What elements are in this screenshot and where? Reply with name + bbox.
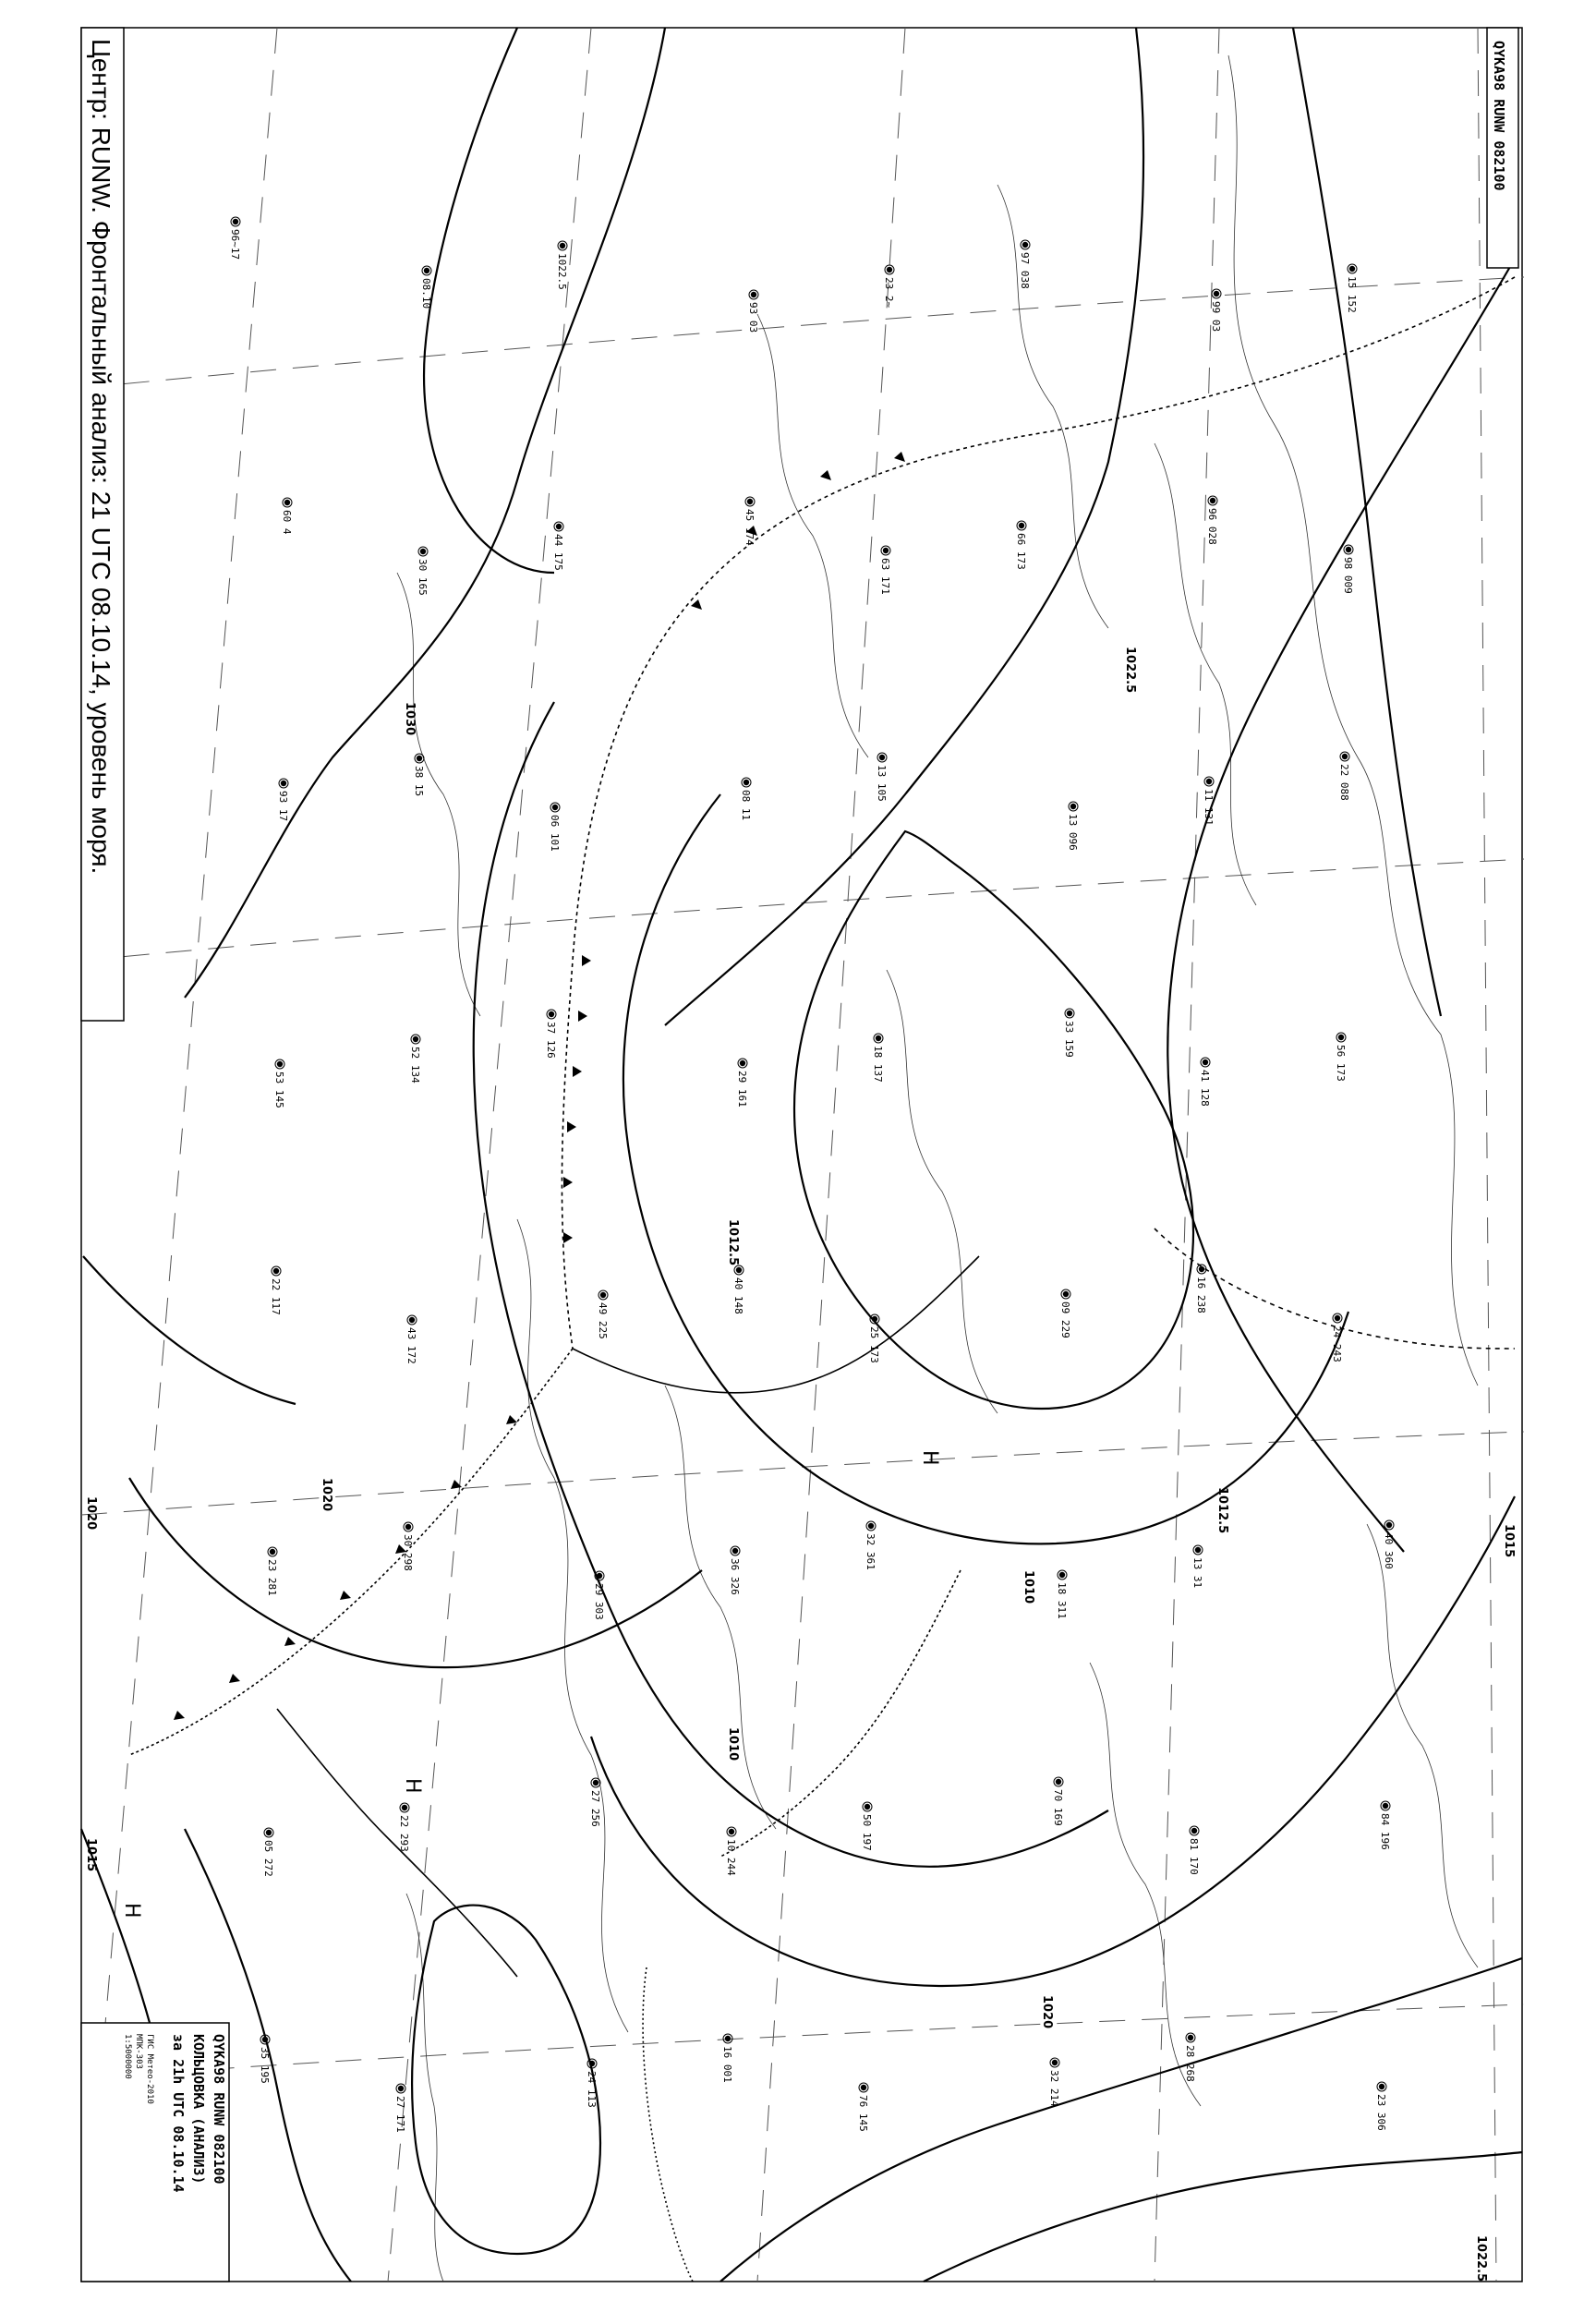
station-label: 32 214	[1048, 2070, 1060, 2107]
station-dot	[270, 1549, 275, 1555]
info-line-6: 1:5000000	[123, 2034, 132, 2079]
isobar-label: 1020	[320, 1478, 333, 1512]
station-dot	[1056, 1779, 1061, 1785]
station-dot	[424, 268, 429, 273]
station-dot	[1349, 266, 1355, 272]
station-label: 22 293	[398, 1815, 410, 1852]
station-label: 40 148	[732, 1277, 744, 1314]
station-dot	[413, 1036, 418, 1042]
station-dot	[747, 499, 753, 504]
station-label: 23 281	[266, 1559, 278, 1596]
station-dot	[409, 1317, 415, 1323]
isobar-label: 1010	[1022, 1570, 1035, 1604]
station-label: 98 009	[1342, 557, 1354, 594]
station-label: 18 311	[1056, 1582, 1068, 1619]
info-line-2: КОЛЬЦОВКА (АНАЛИЗ)	[190, 2034, 207, 2185]
station-label: 18 137	[872, 1046, 884, 1083]
station-label: 99 03	[1210, 301, 1222, 333]
station-label: 43 172	[405, 1327, 417, 1364]
station-label: 16 001	[721, 2046, 733, 2083]
isobar-label: 1030	[403, 702, 417, 736]
station-label: 50 197	[861, 1814, 873, 1851]
station-label: 29 161	[736, 1071, 748, 1108]
station-label: 25 173	[868, 1326, 880, 1363]
station-dot	[593, 1780, 598, 1786]
station-label: 27 171	[394, 2096, 406, 2133]
station-dot	[589, 2061, 595, 2066]
station-label: 24 113	[586, 2071, 598, 2108]
station-dot	[266, 1830, 272, 1835]
station-label: 08 11	[740, 790, 752, 821]
station-dot	[1210, 498, 1215, 503]
station-dot	[1206, 779, 1212, 784]
station-dot	[1019, 523, 1024, 528]
station-dot	[1063, 1291, 1069, 1297]
station-dot	[883, 548, 889, 553]
station-label: 1022.5	[556, 253, 568, 290]
station-label: 08.10	[420, 278, 432, 309]
station-label: 81 170	[1188, 1838, 1200, 1875]
station-label: 96 028	[1206, 508, 1218, 545]
station-dot	[281, 781, 286, 786]
station-dot	[597, 1573, 602, 1579]
station-dot	[1342, 754, 1348, 759]
station-label: 09 229	[1059, 1301, 1071, 1338]
station-dot	[1188, 2035, 1193, 2040]
station-dot	[417, 756, 422, 761]
station-dot	[262, 2037, 268, 2042]
station-label: 84 196	[1379, 1813, 1391, 1850]
station-dot	[736, 1267, 742, 1273]
station-dot	[556, 524, 562, 529]
station-label: 11 131	[1203, 789, 1215, 826]
station-dot	[233, 219, 238, 224]
station-dot	[1199, 1266, 1204, 1272]
station-label: 37 126	[545, 1022, 557, 1059]
station-label: 22 117	[270, 1278, 282, 1315]
station-dot	[552, 805, 558, 810]
station-dot	[725, 2036, 731, 2041]
station-plot	[883, 265, 895, 308]
station-dot	[1195, 1547, 1201, 1553]
station-dot	[1059, 1572, 1065, 1578]
station-label: 13 31	[1191, 1557, 1203, 1589]
station-label: 93 03	[747, 302, 759, 333]
station-dot	[1214, 291, 1219, 297]
station-label: 28 268	[1184, 2045, 1196, 2082]
station-dot	[1191, 1828, 1197, 1834]
station-label: 36 326	[729, 1558, 741, 1595]
station-dot	[420, 549, 426, 554]
info-line-5: МПК-303	[134, 2034, 143, 2069]
station-label: 66 173	[1015, 533, 1027, 570]
station-label: 76 145	[857, 2095, 869, 2132]
station-dot	[405, 1524, 411, 1530]
station-label: 60 4	[281, 510, 293, 535]
isobar-label: 1020	[84, 1496, 98, 1531]
isobar-label: 1012.5	[1215, 1487, 1229, 1534]
station-dot	[1022, 242, 1028, 248]
station-dot	[1338, 1035, 1344, 1040]
info-line-4: ГИС Метео-2010	[145, 2034, 154, 2104]
station-label: 05 272	[262, 1840, 274, 1877]
station-label: 70 169	[1052, 1789, 1064, 1826]
station-dot	[273, 1268, 279, 1274]
station-dot	[1386, 1522, 1392, 1528]
station-label: 40 360	[1383, 1532, 1395, 1569]
station-label: 96~17	[229, 229, 241, 260]
station-dot	[398, 2086, 404, 2091]
station-dot	[402, 1805, 407, 1810]
station-label: 44 175	[552, 534, 564, 571]
station-label: 38 15	[413, 766, 425, 797]
station-label: 15 152	[1346, 276, 1358, 313]
station-dot	[284, 500, 290, 505]
station-label: 10 244	[725, 1839, 737, 1876]
isobar-label: 1010	[726, 1727, 740, 1761]
station-dot	[887, 267, 892, 272]
station-dot	[744, 780, 749, 785]
station-label: 13 105	[876, 765, 888, 802]
station-dot	[1052, 2060, 1058, 2065]
station-label: 45 174	[744, 509, 756, 546]
station-dot	[864, 1804, 870, 1810]
station-dot	[277, 1061, 283, 1067]
low-pressure-center: Н	[401, 1778, 424, 1794]
isobar-label: 1012.5	[726, 1219, 740, 1266]
station-dot	[1346, 547, 1351, 552]
station-label: 23 2~	[883, 277, 895, 309]
station-dot	[549, 1011, 554, 1017]
station-label: 30 165	[417, 559, 429, 596]
station-label: 32 361	[864, 1533, 877, 1570]
low-pressure-center: Н	[918, 1450, 941, 1466]
bulletin-code: QYKA98 RUNW 082100	[1491, 41, 1507, 191]
station-label: 35 195	[259, 2047, 271, 2084]
station-dot	[1335, 1315, 1340, 1321]
station-dot	[729, 1829, 734, 1834]
station-label: 63 171	[879, 558, 891, 595]
isobar-label: 1022.5	[1123, 647, 1137, 694]
station-label: 49 225	[597, 1302, 609, 1339]
station-dot	[751, 292, 756, 297]
station-label: 56 173	[1335, 1045, 1347, 1082]
station-label: 06 101	[549, 815, 561, 852]
isobar-label: 1015	[84, 1838, 98, 1872]
station-label: 52 134	[409, 1047, 421, 1083]
info-line-1: QYKA98 RUNW 082100	[211, 2034, 227, 2185]
station-label: 30 298	[402, 1534, 414, 1571]
station-dot	[868, 1523, 874, 1529]
station-dot	[1070, 804, 1076, 809]
map-title: Центр: RUNW. Фронтальный анализ: 21 UTC 08.10.14, уровень моря.	[87, 39, 115, 875]
station-dot	[1383, 1803, 1388, 1809]
station-dot	[732, 1548, 738, 1554]
station-label: 16 238	[1195, 1277, 1207, 1313]
station-label: 29 303	[593, 1583, 605, 1620]
station-label: 41 128	[1199, 1070, 1211, 1107]
isobar-label: 1022.5	[1474, 2235, 1488, 2282]
station-dot	[600, 1292, 606, 1298]
info-line-3: за 21h UTC 08.10.14	[170, 2034, 187, 2193]
station-dot	[560, 243, 565, 248]
station-label: 13 096	[1067, 814, 1079, 851]
station-dot	[876, 1035, 881, 1041]
station-label: 22 088	[1338, 764, 1350, 801]
station-label: 33 159	[1063, 1021, 1075, 1058]
station-label: 93 17	[277, 791, 289, 822]
station-dot	[861, 2085, 866, 2090]
station-label: 27 256	[589, 1790, 601, 1827]
station-label: 24 243	[1331, 1326, 1343, 1362]
low-pressure-center: Н	[120, 1903, 143, 1919]
station-label: 23 306	[1375, 2094, 1387, 2131]
isobar-label: 1015	[1502, 1524, 1516, 1558]
station-dot	[740, 1060, 745, 1066]
station-label: 97 038	[1019, 252, 1031, 289]
station-dot	[879, 755, 885, 760]
station-dot	[1379, 2084, 1384, 2089]
station-dot	[1067, 1011, 1072, 1016]
station-dot	[872, 1316, 877, 1322]
isobar-label: 1020	[1040, 1995, 1054, 2029]
station-dot	[1203, 1059, 1208, 1065]
station-label: 53 145	[273, 1071, 285, 1108]
